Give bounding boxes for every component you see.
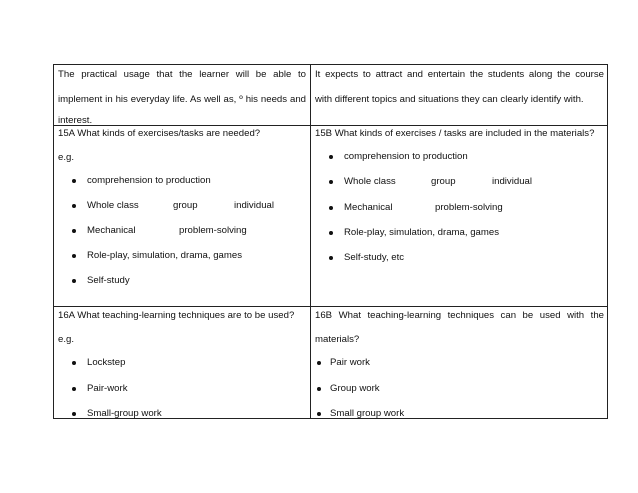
bullet-icon	[72, 204, 76, 208]
bullet-icon	[72, 229, 76, 233]
bullet-icon	[329, 256, 333, 260]
list-item: Small-group work	[87, 408, 162, 419]
bullet-icon	[72, 179, 76, 183]
list-item-secondary: problem-solving	[435, 202, 503, 213]
row2-right-cell	[315, 126, 604, 306]
list-item: comprehension to production	[344, 151, 468, 162]
bullet-icon	[317, 387, 321, 391]
list-item: Pair-work	[87, 383, 128, 394]
row3-right-heading-line-2: materials?	[315, 334, 360, 345]
bullet-icon	[72, 387, 76, 391]
bullet-icon	[329, 206, 333, 210]
column-divider	[310, 65, 311, 418]
bullet-icon	[72, 279, 76, 283]
row2-left-cell	[58, 126, 306, 306]
bullet-icon	[72, 412, 76, 416]
list-item: Role-play, simulation, drama, games	[87, 250, 242, 261]
list-item-secondary: problem-solving	[179, 225, 247, 236]
list-item: Whole class	[87, 200, 139, 211]
list-item-secondary: individual	[492, 176, 533, 187]
row3-left-heading: 16A What teaching-learning techniques are to be used?	[58, 310, 295, 321]
row2-right-heading: 15B What kinds of exercises / tasks are included in the materials?	[315, 128, 595, 139]
row3-left-eg: e.g.	[58, 334, 75, 345]
bullet-icon	[72, 254, 76, 258]
list-item: comprehension to production	[87, 175, 211, 186]
list-item: Role-play, simulation, drama, games	[344, 227, 499, 238]
row1-left-cell	[58, 65, 306, 125]
bullet-icon	[317, 412, 321, 416]
list-item: Pair work	[330, 357, 370, 368]
bullet-icon	[72, 361, 76, 365]
list-item: Mechanical	[87, 225, 136, 236]
bullet-icon	[329, 180, 333, 184]
bullet-icon	[329, 155, 333, 159]
list-item: Mechanical	[344, 202, 393, 213]
list-item-secondary: individual	[234, 200, 275, 211]
row1-left-line-1: The practical usage that the learner will be able to	[58, 69, 306, 80]
course-analysis-table	[53, 64, 608, 419]
list-item-secondary: group	[431, 176, 456, 187]
row3-left-cell	[58, 307, 306, 419]
row1-right-line-2: with different topics and situations they can clearly identify with.	[315, 94, 584, 105]
row1-left-line-2: implement in his everyday life. As well as, º his needs and	[58, 94, 306, 105]
list-item: Lockstep	[87, 357, 126, 368]
list-item: Small group work	[330, 408, 405, 419]
list-item: Whole class	[344, 176, 396, 187]
list-item: Group work	[330, 383, 380, 394]
row1-right-line-1: It expects to attract and entertain the students along the course	[315, 69, 604, 80]
row1-left-line-3: interest.	[58, 115, 93, 126]
bullet-icon	[329, 231, 333, 235]
list-item-secondary: group	[173, 200, 198, 211]
list-item: Self-study	[87, 275, 130, 286]
row2-left-eg: e.g.	[58, 152, 75, 163]
row3-right-cell	[315, 307, 604, 419]
row3-right-heading-line-1: 16B What teaching-learning techniques can be used with the	[315, 310, 604, 321]
row2-left-heading: 15A What kinds of exercises/tasks are needed?	[58, 128, 261, 139]
list-item: Self-study, etc	[344, 252, 405, 263]
bullet-icon	[317, 361, 321, 365]
row1-right-cell	[315, 65, 604, 125]
